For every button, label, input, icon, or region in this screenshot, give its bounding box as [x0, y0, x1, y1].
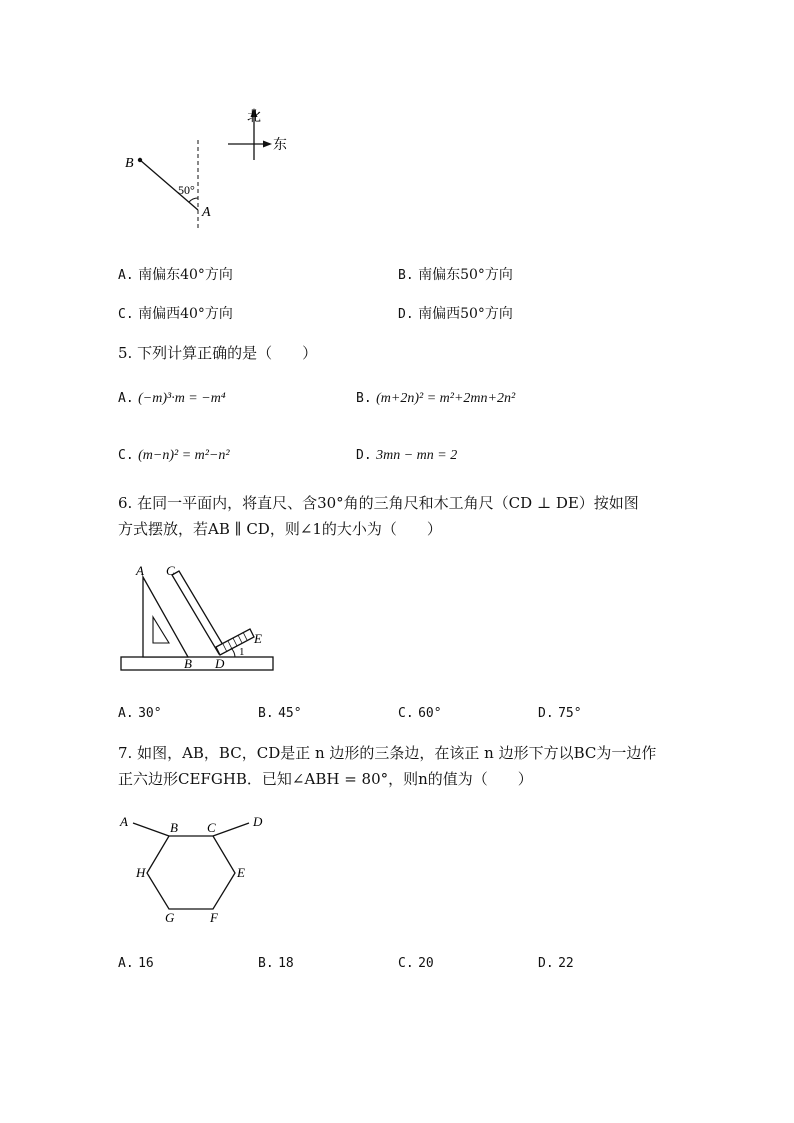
label-c: C: [166, 563, 175, 578]
option-letter: B.: [258, 706, 274, 721]
hex-label-g: G: [165, 910, 175, 925]
option-letter: C.: [398, 706, 414, 721]
hex-label-d: D: [253, 814, 263, 829]
q5-stem: 5. 下列计算正确的是（ ）: [118, 344, 318, 362]
option-letter: D.: [398, 307, 414, 322]
option-letter: B.: [258, 956, 274, 971]
option-letter: D.: [538, 956, 554, 971]
option-expression: 3mn − mn = 2: [376, 448, 458, 463]
point-a-label: A: [202, 205, 211, 220]
option-letter: C.: [118, 307, 134, 322]
angle-label: 50°: [178, 183, 195, 197]
hex-label-h: H: [136, 865, 146, 880]
ruler-triangle-figure: [115, 560, 285, 678]
hexagon-cefghb: [147, 836, 235, 909]
east-label: 东: [273, 138, 287, 153]
option-value: 75°: [558, 706, 582, 721]
point-b-label: B: [125, 156, 134, 171]
angle-1-arc: [231, 648, 235, 657]
option-letter: A.: [118, 268, 134, 283]
hex-label-b: B: [170, 820, 178, 835]
hex-label-a: A: [120, 814, 128, 829]
option-text: 南偏西40°方向: [138, 306, 233, 322]
north-label: 北: [247, 110, 261, 125]
q7-option-c: [398, 955, 434, 971]
option-letter: A.: [118, 706, 134, 721]
option-letter: A.: [118, 956, 134, 971]
option-letter: C.: [398, 956, 414, 971]
hex-label-c: C: [207, 820, 216, 835]
option-expression: (m+2n)² = m²+2mn+2n²: [376, 391, 516, 406]
hexagon-figure: [115, 808, 275, 928]
direction-figure: [110, 100, 310, 235]
q6-option-d: [538, 705, 582, 721]
straight-ruler: [121, 657, 273, 670]
option-value: 45°: [278, 706, 302, 721]
option-value: 16: [138, 956, 154, 971]
q4-option-a: [118, 264, 233, 284]
option-text: 南偏西50°方向: [418, 306, 513, 322]
option-letter: B.: [356, 391, 372, 406]
label-d: D: [215, 656, 225, 671]
label-e: E: [254, 631, 262, 646]
q5-option-c: [118, 447, 230, 464]
option-value: 22: [558, 956, 574, 971]
option-expression: (−m)³·m = −m⁴: [138, 391, 226, 406]
label-angle-1: 1: [239, 646, 245, 658]
q4-option-b: [398, 264, 513, 284]
q6-option-a: [118, 705, 162, 721]
q5-option-d: [356, 447, 457, 464]
edge-cd: [213, 823, 249, 836]
label-a: A: [136, 563, 144, 578]
option-letter: B.: [398, 268, 414, 283]
option-text: 南偏东50°方向: [418, 267, 513, 283]
option-text: 南偏东40°方向: [138, 267, 233, 283]
q6-stem-line2: 方式摆放，若AB ∥ CD，则∠1的大小为（ ）: [118, 520, 442, 538]
q7-option-a: [118, 955, 154, 971]
q6-stem-line1: 6. 在同一平面内，将直尺、含30°角的三角尺和木工角尺（CD ⊥ DE）按如图: [118, 494, 639, 512]
option-letter: C.: [118, 448, 134, 463]
angle-arc: [189, 198, 198, 202]
point-b: [138, 158, 142, 162]
q4-option-c: [118, 303, 233, 323]
q7-option-b: [258, 955, 294, 971]
q7-option-d: [538, 955, 574, 971]
q5-option-b: [356, 390, 515, 407]
q6-option-b: [258, 705, 302, 721]
hex-label-f: F: [210, 910, 218, 925]
q7-stem-line1: 7. 如图，AB，BC，CD是正 n 边形的三条边，在该正 n 边形下方以BC为一边作: [118, 744, 657, 762]
q7-stem-line2: 正六边形CEFGHB．已知∠ABH = 80°，则n的值为（ ）: [118, 770, 533, 788]
carpenter-square-long-arm: [172, 571, 226, 654]
option-value: 60°: [418, 706, 442, 721]
option-expression: (m−n)² = m²−n²: [138, 448, 230, 463]
option-letter: A.: [118, 391, 134, 406]
edge-ab: [133, 823, 169, 836]
option-letter: D.: [538, 706, 554, 721]
option-value: 18: [278, 956, 294, 971]
q4-option-d: [398, 303, 513, 323]
option-value: 20: [418, 956, 434, 971]
label-b: B: [184, 656, 192, 671]
q5-option-a: [118, 390, 226, 407]
hex-label-e: E: [237, 865, 245, 880]
option-value: 30°: [138, 706, 162, 721]
option-letter: D.: [356, 448, 372, 463]
east-arrowhead: [263, 141, 272, 148]
q6-option-c: [398, 705, 442, 721]
